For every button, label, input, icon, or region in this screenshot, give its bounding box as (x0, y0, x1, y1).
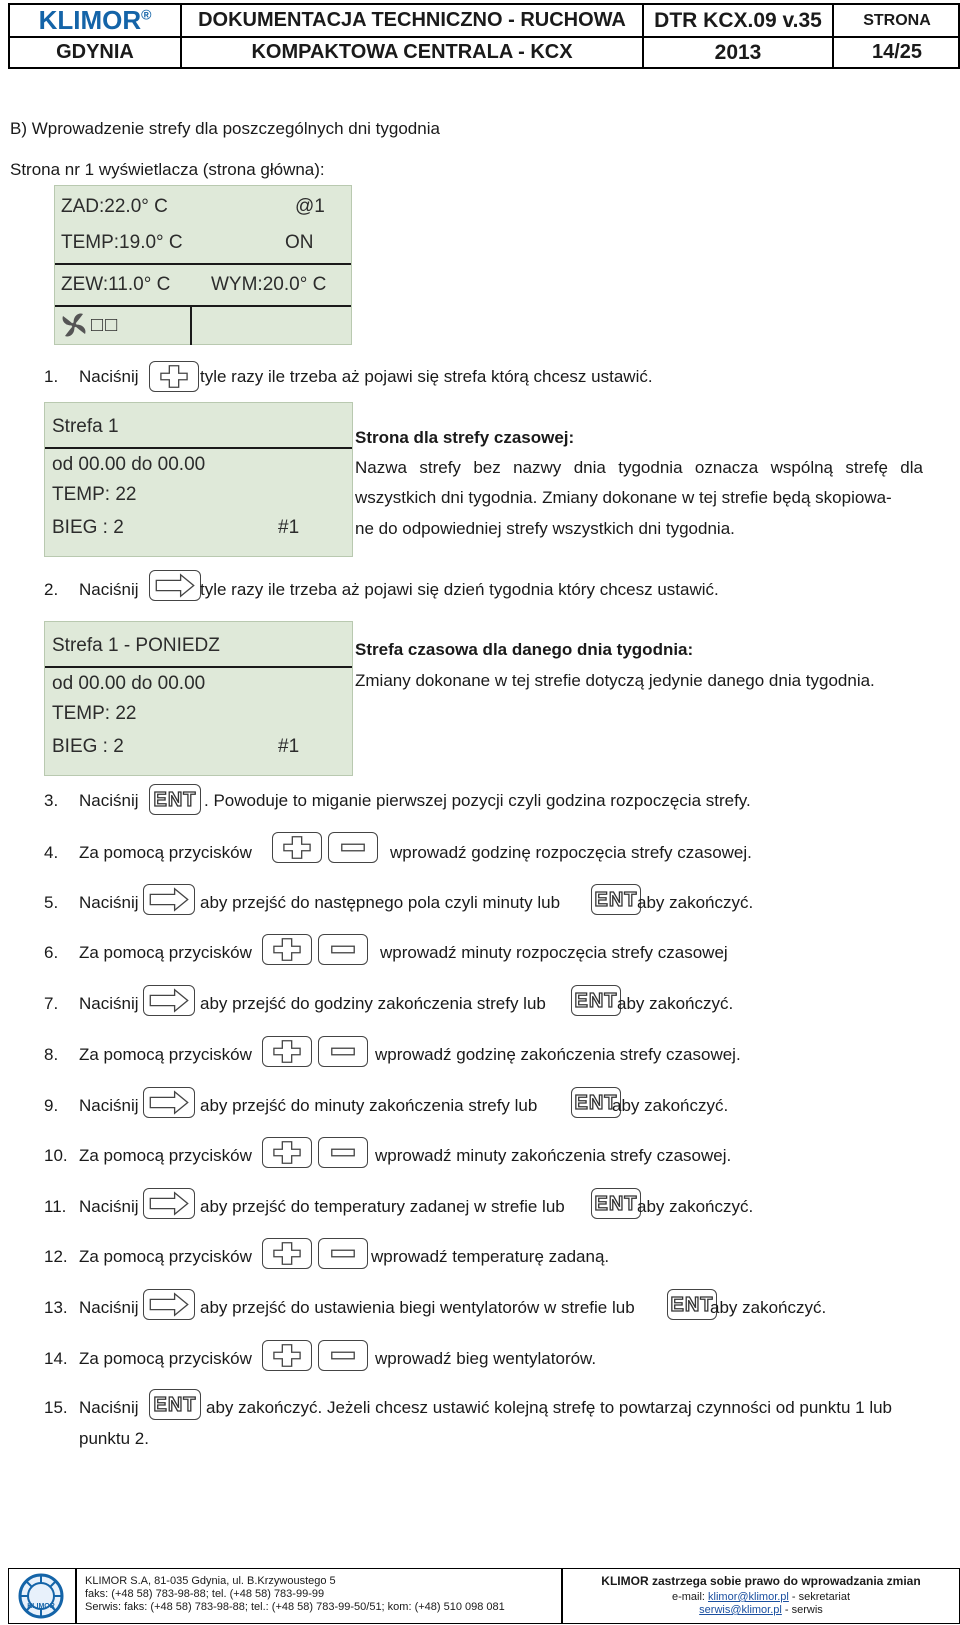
footer-email-line-1 (563, 1591, 959, 1604)
lcd-zone-day-screen (44, 621, 353, 776)
lcd-zone-screen (44, 402, 353, 557)
lcd-zone-day-index: #1 (278, 736, 300, 757)
step-8-lead: Za pomocą przycisków (79, 1045, 252, 1064)
note-zone-heading: Strona dla strefy czasowej: (355, 428, 575, 447)
note-zone-line-3: ne do odpowiedniej strefy wszystkich dni tygodnia. (355, 519, 735, 538)
minus-key[interactable] (318, 1238, 368, 1269)
lcd-zone-day-speed: BIEG : 2 (52, 736, 124, 757)
lcd-temperature: TEMP:19.0° C (61, 232, 183, 253)
email-serwis-link[interactable]: serwis@klimor.pl (699, 1604, 782, 1616)
arrow-right-key[interactable] (143, 1289, 195, 1320)
plus-key[interactable] (262, 1036, 312, 1067)
city: GDYNIA (56, 41, 134, 63)
step-5-end: aby zakończyć. (637, 893, 754, 912)
ent-key-label: ENT (153, 1393, 197, 1416)
arrow-right-key[interactable] (143, 985, 195, 1016)
step-1-number: 1. (44, 367, 59, 386)
plus-icon (263, 1037, 311, 1066)
year: 2013 (714, 40, 762, 64)
lcd-main-screen (54, 185, 352, 345)
email-prefix: e-mail: (671, 1591, 709, 1603)
step-7-text: aby przejść do godziny zakończenia strefy lub (200, 994, 546, 1013)
plus-icon (263, 1341, 311, 1370)
plus-key[interactable] (262, 934, 312, 965)
arrow-right-icon (144, 1189, 194, 1218)
step-3-text: . Powoduje to miganie pierwszej pozycji czyli godzina rozpoczęcia strefy. (204, 791, 751, 810)
step-8-text: wprowadź godzinę zakończenia strefy czasowej. (375, 1045, 741, 1064)
step-10-lead: Za pomocą przycisków (79, 1146, 252, 1165)
step-15-lead: Naciśnij (79, 1398, 139, 1417)
plus-icon (273, 833, 321, 862)
step-12-lead: Za pomocą przycisków (79, 1247, 252, 1266)
lcd-setpoint: ZAD:22.0° C (61, 196, 168, 217)
footer-logo (13, 1572, 69, 1620)
footer-logo-text: KLIMOR (27, 1603, 55, 1610)
step-4-lead: Za pomocą przycisków (79, 843, 252, 862)
step-9-number: 9. (44, 1096, 59, 1115)
ent-key-label: ENT (594, 1192, 638, 1215)
plus-icon (263, 1239, 311, 1268)
step-5-lead: Naciśnij (79, 893, 139, 912)
plus-key[interactable] (262, 1238, 312, 1269)
step-2-lead: Naciśnij (79, 580, 139, 599)
arrow-right-icon (144, 885, 194, 914)
fan-icon (59, 310, 89, 340)
step-11-lead: Naciśnij (79, 1197, 139, 1216)
step-2-number: 2. (44, 580, 59, 599)
registered-mark: ® (141, 6, 152, 23)
step-15-end: punktu 2. (79, 1429, 149, 1448)
note-zone-line-2: wszystkich dni tygodnia. Zmiany dokonane w tej strefie będą skopiowa- (355, 488, 892, 507)
step-13-number: 13. (44, 1298, 68, 1317)
ent-key-label: ENT (153, 788, 197, 811)
step-7-end: aby zakończyć. (617, 994, 734, 1013)
email-1-suffix: - sekretariat (788, 1591, 851, 1603)
page-number: 14/25 (871, 41, 923, 63)
ent-key[interactable] (571, 985, 621, 1016)
minus-key[interactable] (318, 934, 368, 965)
minus-icon (319, 1037, 367, 1066)
lcd-mode-indicator: @1 (295, 196, 325, 217)
note-day-line-1: Zmiany dokonane w tej strefie dotyczą jedynie danego dnia tygodnia. (355, 671, 875, 690)
document-footer (8, 1568, 960, 1624)
lcd-outdoor-temp: ZEW:11.0° C (61, 274, 171, 295)
arrow-right-key[interactable] (143, 1087, 195, 1118)
plus-key[interactable] (262, 1340, 312, 1371)
brand-name: KLIMOR (38, 5, 142, 35)
page-label: STRONA (863, 11, 931, 29)
step-3-lead: Naciśnij (79, 791, 139, 810)
lcd-zone-speed: BIEG : 2 (52, 517, 124, 538)
step-10-number: 10. (44, 1146, 68, 1165)
ent-key[interactable] (149, 784, 201, 815)
arrow-right-icon (144, 1088, 194, 1117)
minus-key[interactable] (318, 1340, 368, 1371)
step-15-number: 15. (44, 1398, 68, 1417)
lcd-on-status: ON (285, 232, 314, 253)
minus-icon (319, 1239, 367, 1268)
step-5-number: 5. (44, 893, 59, 912)
step-11-end: aby zakończyć. (637, 1197, 754, 1216)
plus-icon (263, 1138, 311, 1167)
section-title: B) Wprowadzenie strefy dla poszczególnych dni tygodnia (10, 119, 440, 138)
footer-email-line-2 (563, 1604, 959, 1617)
ent-key-label: ENT (594, 888, 638, 911)
plus-icon (150, 362, 198, 391)
lcd-zone-index: #1 (278, 517, 300, 538)
step-11-number: 11. (44, 1197, 67, 1216)
step-6-text: wprowadź minuty rozpoczęcia strefy czasowej (380, 943, 728, 962)
lcd-zone-title: Strefa 1 (52, 416, 119, 437)
minus-icon (319, 1138, 367, 1167)
plus-icon (263, 935, 311, 964)
email-2-suffix: - serwis (781, 1604, 823, 1616)
step-12-text: wprowadź temperaturę zadaną. (371, 1247, 610, 1266)
footer-notice: KLIMOR zastrzega sobie prawo do wprowadzania zmian (601, 1574, 921, 1588)
step-9-lead: Naciśnij (79, 1096, 139, 1115)
note-zone-line-1: Nazwa strefy bez nazwy dnia tygodnia oznacza wspólną strefę dla (355, 458, 923, 477)
lcd-zone-temp: TEMP: 22 (52, 484, 137, 505)
ent-key[interactable] (591, 884, 641, 915)
step-14-lead: Za pomocą przycisków (79, 1349, 252, 1368)
minus-key[interactable] (328, 832, 378, 863)
step-1-text: tyle razy ile trzeba aż pojawi się strefa którą chcesz ustawić. (200, 367, 653, 386)
product-name: KOMPAKTOWA CENTRALA - KCX (251, 41, 573, 63)
step-9-end: aby zakończyć. (612, 1096, 729, 1115)
arrow-right-icon (150, 571, 200, 600)
doc-code: DTR KCX.09 v.35 (654, 8, 822, 32)
step-12-number: 12. (44, 1247, 68, 1266)
minus-key[interactable] (318, 1137, 368, 1168)
arrow-right-icon (144, 1290, 194, 1319)
minus-icon (319, 1341, 367, 1370)
ent-key-label: ENT (670, 1293, 714, 1316)
step-3-number: 3. (44, 791, 59, 810)
minus-icon (319, 935, 367, 964)
lcd-zone-day-title: Strefa 1 - PONIEDZ (52, 635, 220, 656)
doc-type: DOKUMENTACJA TECHNICZNO - RUCHOWA (198, 9, 626, 31)
main-screen-label: Strona nr 1 wyświetlacza (strona główna): (10, 160, 325, 179)
step-10-text: wprowadź minuty zakończenia strefy czasowej. (375, 1146, 732, 1165)
klimor-logo-icon (13, 1572, 69, 1620)
document-header (8, 3, 960, 69)
step-13-end: aby zakończyć. (710, 1298, 827, 1317)
step-2-text: tyle razy ile trzeba aż pojawi się dzień tygodnia który chcesz ustawić. (200, 580, 719, 599)
lcd-exchanger-temp: WYM:20.0° C (211, 274, 327, 295)
footer-service: Serwis: faks: (+48 58) 783-98-88; tel.: (+48 58) 783-99-50/51; kom: (+48) 510 098 081 (85, 1601, 505, 1613)
plus-key[interactable] (149, 361, 199, 392)
ent-key-label: ENT (574, 1091, 618, 1114)
plus-key[interactable] (262, 1137, 312, 1168)
lcd-zone-day-temp: TEMP: 22 (52, 703, 137, 724)
step-4-number: 4. (44, 843, 59, 862)
lcd-zone-range: od 00.00 do 00.00 (52, 454, 206, 475)
minus-icon (329, 833, 377, 862)
step-11-text: aby przejść do temperatury zadanej w strefie lub (200, 1197, 565, 1216)
ent-key[interactable] (149, 1389, 201, 1420)
footer-address: KLIMOR S.A, 81-035 Gdynia, ul. B.Krzywoustego 5 (85, 1575, 336, 1587)
step-8-number: 8. (44, 1045, 59, 1064)
arrow-right-key[interactable] (143, 884, 195, 915)
ent-key-label: ENT (574, 989, 618, 1012)
plus-key[interactable] (272, 832, 322, 863)
step-6-lead: Za pomocą przycisków (79, 943, 252, 962)
step-15-text: aby zakończyć. Jeżeli chcesz ustawić kolejną strefę to powtarzaj czynności od punktu 1 lub (206, 1398, 893, 1417)
step-4-text: wprowadź godzinę rozpoczęcia strefy czasowej. (390, 843, 752, 862)
step-1-lead: Naciśnij (79, 367, 139, 386)
step-13-lead: Naciśnij (79, 1298, 139, 1317)
minus-key[interactable] (318, 1036, 368, 1067)
brand-logo (10, 5, 180, 36)
arrow-right-key[interactable] (149, 570, 201, 601)
step-5-text: aby przejść do następnego pola czyli minuty lub (200, 893, 561, 912)
note-day-heading: Strefa czasowa dla danego dnia tygodnia: (355, 640, 694, 659)
email-sekretariat-link[interactable]: klimor@klimor.pl (708, 1591, 789, 1603)
step-13-text: aby przejść do ustawienia biegi wentylatorów w strefie lub (200, 1298, 635, 1317)
lcd-status-boxes: □□ (91, 314, 120, 336)
step-7-number: 7. (44, 994, 59, 1013)
arrow-right-key[interactable] (143, 1188, 195, 1219)
ent-key[interactable] (591, 1188, 641, 1219)
step-6-number: 6. (44, 943, 59, 962)
arrow-right-icon (144, 986, 194, 1015)
footer-phones: faks: (+48 58) 783-98-88; tel. (+48 58) 783-99-99 (85, 1588, 325, 1600)
lcd-zone-day-range: od 00.00 do 00.00 (52, 673, 206, 694)
step-14-number: 14. (44, 1349, 68, 1368)
step-9-text: aby przejść do minuty zakończenia strefy lub (200, 1096, 538, 1115)
step-14-text: wprowadź bieg wentylatorów. (375, 1349, 597, 1368)
step-7-lead: Naciśnij (79, 994, 139, 1013)
